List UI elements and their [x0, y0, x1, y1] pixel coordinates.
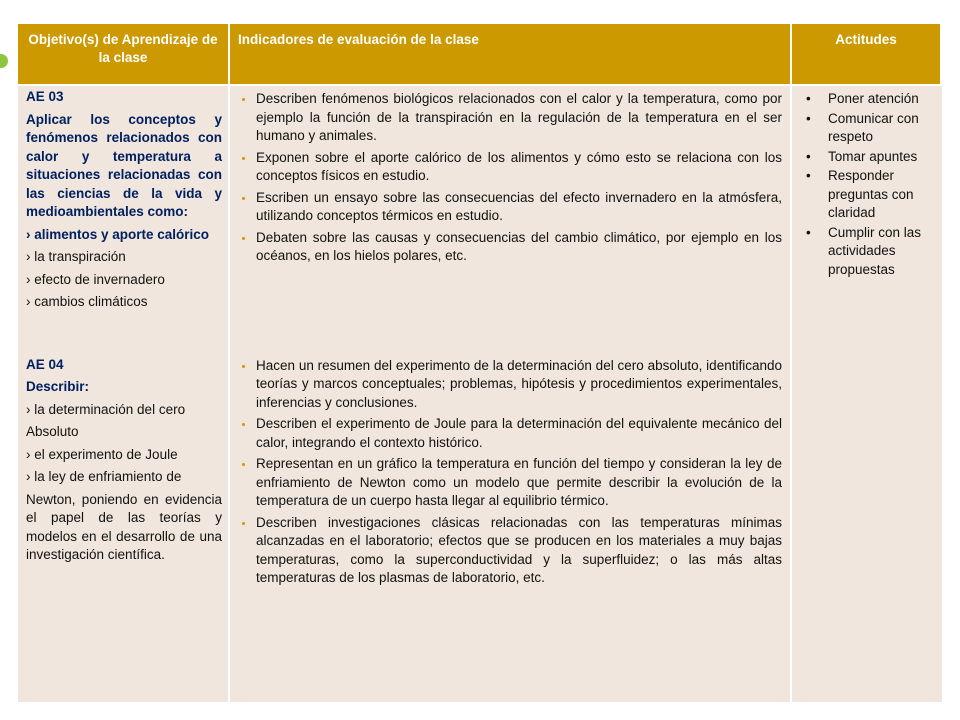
indicator-item: Exponen sobre el aporte calórico de los alimentos y cómo esto se relaciona con los conceptos físicos en estudio. [238, 149, 782, 186]
indicator-item: Debaten sobre las causas y consecuencias del cambio climático, por ejemplo en los océanos, en los hielos polares, etc. [238, 229, 782, 266]
ae04-item: › la determinación del cero [26, 401, 186, 417]
ae04-item: › la ley de enfriamiento de [26, 469, 182, 484]
header-objectives: Objetivo(s) de Aprendizaje de la clase [18, 24, 230, 84]
indicator-item: Describen el experimento de Joule para la determinación del equivalente mecánico del calor, integrando el contexto histórico. [238, 415, 782, 452]
attitude-item: • Tomar apuntes [800, 148, 936, 167]
spacer [26, 316, 222, 356]
attitude-item: • Responder preguntas con claridad [800, 167, 936, 223]
ae04-item: › el experimento de Joule [26, 446, 178, 462]
indicator-item: Hacen un resumen del experimento de la determinación del cero absoluto, identificando teorías y marcos conceptuales; problemas, hipótesis y procedimientos experimentales, inferencias y conclusiones. [238, 357, 782, 413]
ae04-item: Absoluto [26, 424, 79, 439]
ae04-code: AE 04 [26, 356, 64, 372]
objectives-cell [18, 86, 230, 702]
indicator-item: Describen investigaciones clásicas relacionadas con las temperaturas mínimas alcanzadas en el laboratorio; efectos que se producen en los materiales a muy bajas temperaturas, como la superconductividad y la superfluidez; o las más altas temperaturas de los plasmas de laboratorio, etc. [238, 514, 782, 588]
indicator-item: Describen fenómenos biológicos relacionados con el calor y la temperatura, como por ejemplo la función de la transpiración en la regulación de la temperatura en el ser humano y animales. [238, 90, 782, 146]
indicators-cell [230, 86, 792, 702]
indicators-ae03-list [238, 90, 782, 266]
attitude-item: • Cumplir con las actividades propuestas [800, 224, 936, 280]
ae03-item: › efecto de invernadero [26, 271, 165, 287]
header-indicators: Indicadores de evaluación de la clase [230, 24, 792, 84]
attitude-item: • Comunicar con respeto [800, 110, 936, 147]
ae04-item: Newton, poniendo en evidencia el papel de las teorías y modelos en el desarrollo de una investigación científica. [26, 491, 222, 562]
ae03-item: › alimentos y aporte calórico [26, 226, 210, 242]
ae03-item: › cambios climáticos [26, 294, 148, 309]
ae03-item: › la transpiración [26, 249, 126, 264]
indicator-item: Escriben un ensayo sobre las consecuencias del efecto invernadero en la atmósfera, utilizando conceptos térmicos en estudio. [238, 189, 782, 226]
attitude-item: • Poner atención [800, 90, 936, 109]
lesson-plan-table [18, 24, 942, 700]
attitudes-list [800, 90, 936, 279]
header-attitudes: Actitudes [792, 24, 942, 84]
attitudes-cell [792, 86, 942, 702]
indicators-ae04-list [238, 357, 782, 588]
spacer [238, 269, 782, 357]
indicator-item: Representan en un gráfico la temperatura en función del tiempo y consideran la ley de enfriamiento de Newton como un modelo que permite describir la evolución de la temperatura de un cuerpo hasta llegar al equilibrio térmico. [238, 455, 782, 511]
ae03-code: AE 03 [26, 89, 64, 104]
decorative-green-dot [0, 54, 8, 68]
ae03-text: Aplicar los conceptos y fenómenos relacionados con calor y temperatura a situaciones relacionadas con las ciencias de la vida y medioambientales como: [26, 111, 222, 219]
ae04-text: Describir: [26, 379, 90, 394]
